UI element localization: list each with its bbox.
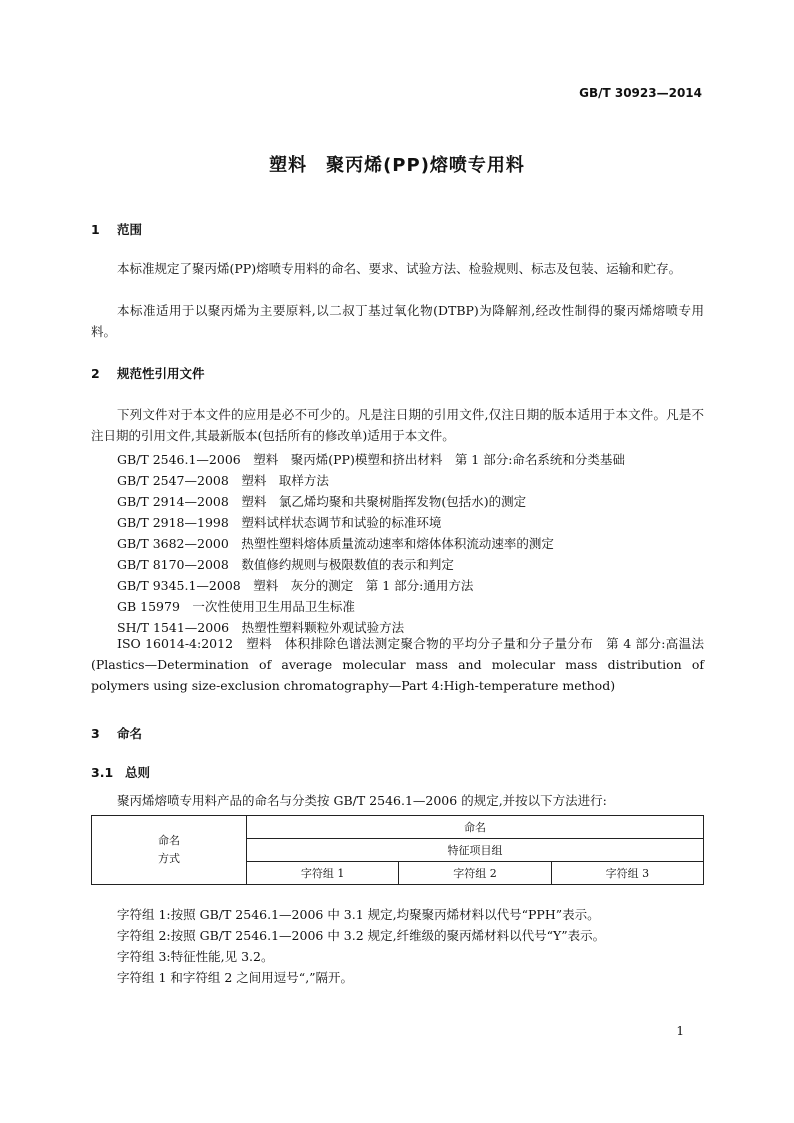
character-group-1-rule: 字符组 1:按照 GB/T 2546.1—2006 中 3.1 规定,均聚聚丙烯材料以代号“PPH”表示。 [117,907,600,922]
section-number: 3 [91,726,100,741]
section-1-heading [91,220,142,238]
reference-item: GB/T 2918—1998 塑料试样状态调节和试验的标准环境 [117,515,442,530]
references-intro: 下列文件对于本文件的应用是必不可少的。凡是注日期的引用文件,仅注日期的版本适用于本文件。凡是不注日期的引用文件,其最新版本(包括所有的修改单)适用于本文件。 [91,407,704,443]
character-group-1-cell: 字符组 1 [247,862,399,885]
reference-item: GB/T 8170—2008 数值修约规则与极限数值的表示和判定 [117,557,454,572]
naming-intro: 聚丙烯熔喷专用料产品的命名与分类按 GB/T 2546.1—2006 的规定,并按以下方法进行: [117,793,607,808]
section-3-heading [91,724,142,742]
section-title: 规范性引用文件 [117,366,205,381]
naming-method-label-line2: 方式 [158,852,180,865]
reference-item: SH/T 1541—2006 热塑性塑料颗粒外观试验方法 [117,620,405,635]
subsection-number: 3.1 [91,765,114,780]
character-group-2-cell: 字符组 2 [399,862,551,885]
reference-item: GB 15979 一次性使用卫生用品卫生标准 [117,599,355,614]
section-number: 1 [91,222,100,237]
scope-paragraph-1: 本标准规定了聚丙烯(PP)熔喷专用料的命名、要求、试验方法、检验规则、标志及包装、运输和贮存。 [117,261,682,276]
section-2-heading [91,364,205,382]
naming-method-cell [92,816,247,885]
scope-paragraph-2: 本标准适用于以聚丙烯为主要原料,以二叔丁基过氧化物(DTBP)为降解剂,经改性制得的聚丙烯熔喷专用料。 [91,303,704,339]
character-group-3-cell: 字符组 3 [551,862,703,885]
section-number: 2 [91,366,100,381]
subsection-title: 总则 [125,765,151,780]
separator-rule: 字符组 1 和字符组 2 之间用逗号“,”隔开。 [117,970,354,985]
reference-item: GB/T 2914—2008 塑料 氯乙烯均聚和共聚树脂挥发物(包括水)的测定 [117,494,527,509]
naming-header-cell: 命名 [247,816,704,839]
standard-number: GB/T 30923—2014 [579,86,702,100]
page-number: 1 [676,1024,684,1038]
reference-item: GB/T 3682—2000 热塑性塑料熔体质量流动速率和熔体体积流动速率的测定 [117,536,554,551]
section-title: 命名 [117,726,143,741]
document-title: 塑料 聚丙烯(PP)熔喷专用料 [269,155,525,176]
naming-table [91,815,704,885]
character-group-3-rule: 字符组 3:特征性能,见 3.2。 [117,949,274,964]
section-title: 范围 [117,222,143,237]
reference-item: GB/T 2546.1—2006 塑料 聚丙烯(PP)模塑和挤出材料 第 1 部分:命名系统和分类基础 [117,452,625,467]
reference-item: GB/T 2547—2008 塑料 取样方法 [117,473,329,488]
naming-method-label-line1: 命名 [158,834,180,847]
reference-item-iso: ISO 16014-4:2012 塑料 体积排除色谱法测定聚合物的平均分子量和分子量分布 第 4 部分:高温法(Plastics—Determination of average molecular mass and molecular mass distribution of polymers using size-exclusion chromatography—Part 4:High-temperature method) [91,636,704,693]
feature-group-cell: 特征项目组 [247,839,704,862]
character-group-2-rule: 字符组 2:按照 GB/T 2546.1—2006 中 3.2 规定,纤维级的聚丙烯材料以代号“Y”表示。 [117,928,606,943]
reference-item: GB/T 9345.1—2008 塑料 灰分的测定 第 1 部分:通用方法 [117,578,474,593]
subsection-3-1-heading [91,763,150,781]
